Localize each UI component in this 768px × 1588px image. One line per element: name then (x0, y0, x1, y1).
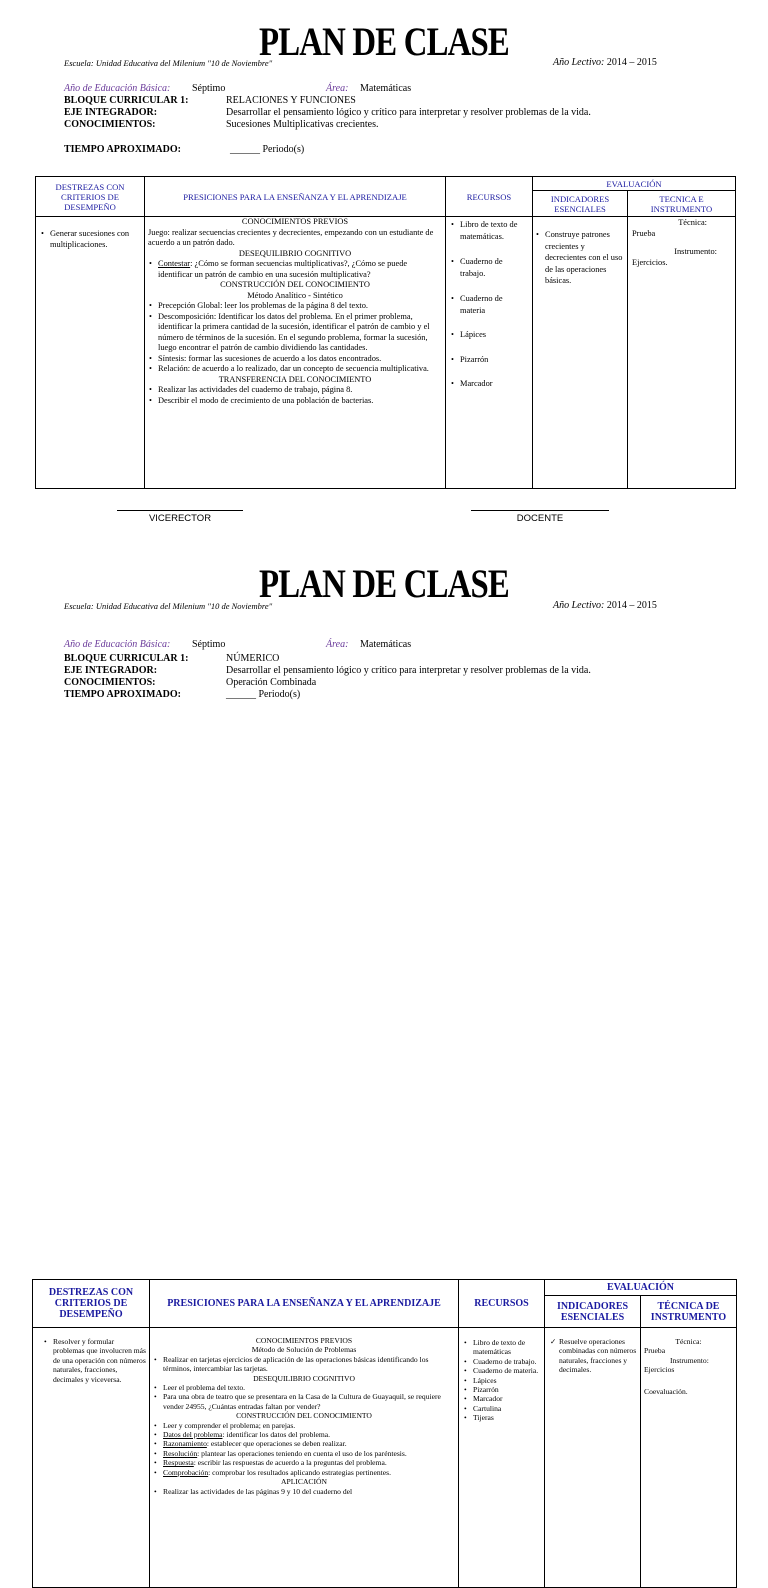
list-item (153, 1458, 455, 1467)
section-heading: CONSTRUCCIÓN DEL CONOCIMIENTO (236, 1411, 372, 1421)
tecnica-cell (628, 217, 736, 489)
plan-table (35, 176, 736, 489)
list-item: • Relación: de acuerdo a lo realizado, dar un concepto de secuencia multiplicativa. (148, 364, 442, 375)
underlined-label: Contestar (158, 259, 191, 268)
vicerrector-label: VICERECTOR (148, 513, 212, 524)
docente-signature (471, 510, 609, 524)
school-year-label: Año Lectivo: (553, 57, 605, 68)
list-item: • Leer el problema del texto. (153, 1383, 455, 1392)
list-item: • Descomposición: Identificar los datos del problema. En el primer problema, identificar la primera cantidad de la sucesión, identificar el patrón de cambio y el número de términos de la sucesión. En el segundo problema, formar la sucesión, luego encontrar el patrón de cambio dividiendo las cantidades. (148, 312, 442, 354)
knowledge-row (64, 119, 704, 131)
time-value: ______ Periodo(s) (226, 689, 301, 700)
list-item (153, 1430, 455, 1439)
header-tecnica: TECNICA E INSTRUMENTO (628, 191, 736, 217)
section-heading: CONSTRUCCIÓN DEL CONOCIMIENTO (220, 280, 370, 289)
knowledge-value: Operación Combinada (226, 677, 317, 688)
underlined-label: Razonamiento (163, 1439, 207, 1449)
vicerrector-signature (117, 510, 243, 524)
header-evaluacion: EVALUACIÓN (545, 1280, 737, 1296)
axis-value: Desarrollar el pensamiento lógico y crítico para interpretar y resolver problemas de la vida. (226, 665, 591, 676)
plan-title: PLAN DE CLASE (259, 19, 509, 64)
list-item: • Cuaderno de materia (450, 293, 529, 318)
plan-metadata (64, 639, 704, 701)
technique-label: Técnica: (678, 218, 708, 227)
list-item (153, 1468, 455, 1477)
list-item-text: : establecer que operaciones se deben realizar. (206, 1439, 347, 1449)
technique-value: Prueba (632, 229, 656, 239)
section-heading: CONOCIMIENTOS PREVIOS (255, 1336, 353, 1345)
list-item: • Pizarrón (450, 354, 529, 366)
axis-value: Desarrollar el pensamiento lógico y crítico para interpretar y resolver problemas de la vida. (226, 107, 591, 118)
coevaluation-value: Coevaluación. (644, 1386, 688, 1396)
plan-table (32, 1279, 737, 1588)
list-item: • Marcador (450, 378, 529, 390)
tecnica-cell (641, 1328, 737, 1588)
paragraph: Juego: realizar secuencias crecientes y decrecientes, empezando con un estudiante de acuerdo a un patrón dado. (148, 227, 434, 247)
list-item: • Para una obra de teatro que se presentara en la Casa de la Cultura de Guayaquil, se requiere vender 24955, ¿Cuántas entradas faltan por vender? (153, 1392, 455, 1411)
area-value: Matemáticas (360, 83, 412, 94)
section-heading: APLICACIÓN (281, 1477, 327, 1487)
section-subheading: Método de Solución de Problemas (251, 1345, 357, 1355)
list-item: • Cartulina (463, 1404, 542, 1413)
area-value: Matemáticas (360, 639, 412, 650)
section-heading: DESEQUILIBRIO COGNITIVO (253, 1373, 355, 1383)
indicadores-cell (545, 1328, 641, 1588)
destrezas-cell (33, 1328, 150, 1588)
header-indicadores: INDICADORES ESENCIALES (545, 1296, 641, 1328)
grade-row (64, 639, 704, 651)
list-item: • Libro de texto de matemáticas (463, 1338, 542, 1357)
grade-row (64, 83, 704, 95)
technique-label: Técnica: (675, 1337, 702, 1346)
recursos-cell (446, 217, 533, 489)
grade-value: Séptimo (192, 83, 226, 94)
header-tecnica: TÉCNICA DE INSTRUMENTO (641, 1296, 737, 1328)
list-item: • Realizar las actividades del cuaderno de trabajo, página 8. (148, 385, 442, 396)
grade-label: Año de Educación Básica: (64, 83, 171, 94)
precisiones-cell (150, 1328, 459, 1588)
time-label: TIEMPO APROXIMADO: (64, 144, 181, 155)
list-item: • Cuaderno de trabajo. (463, 1357, 542, 1366)
list-item: • Construye patrones crecientes y decrecientes con el uso de las operaciones básicas. (535, 229, 624, 287)
list-item-text: : identificar los datos del problema. (222, 1430, 331, 1440)
section-heading: CONOCIMIENTOS PREVIOS (241, 217, 349, 226)
header-indicadores: INDICADORES ESENCIALES (533, 191, 628, 217)
lesson-plan-2 (0, 560, 768, 1496)
axis-row (64, 665, 704, 677)
instrument-label: Instrumento: (670, 1355, 709, 1365)
signature-line (471, 510, 609, 511)
instrument-value: Ejercicios. (632, 258, 668, 268)
plan-metadata (64, 83, 704, 156)
list-item-text: : comprobar los resultados aplicando estrategias pertinentes. (208, 1467, 391, 1477)
list-item: • Describir el modo de crecimiento de una población de bacterias. (148, 396, 442, 407)
list-item: • Marcador (463, 1394, 542, 1403)
list-item: • Tijeras (463, 1413, 542, 1422)
block-label: BLOQUE CURRICULAR 1: (64, 653, 189, 664)
recursos-cell (459, 1328, 545, 1588)
school-name: Escuela: Unidad Educativa del Milenium "10 de Noviembre" (64, 58, 273, 68)
time-value: ______ Periodo(s) (230, 144, 305, 155)
underlined-label: Resolución (163, 1448, 198, 1458)
school-year-value: 2014 – 2015 (604, 57, 657, 68)
block-row (64, 653, 704, 665)
list-item (148, 259, 442, 280)
list-item: • Realizar en tarjetas ejercicios de aplicación de las operaciones básicas identificando los términos, intercambiar las tarjetas. (153, 1355, 455, 1374)
header-evaluacion: EVALUACIÓN (533, 177, 736, 191)
list-item-text: : escribir las respuestas de acuerdo a la preguntas del problema. (193, 1458, 387, 1468)
header-precisiones: PRESICIONES PARA LA ENSEÑANZA Y EL APRENDIZAJE (145, 177, 446, 217)
school-year-value: 2014 – 2015 (604, 600, 657, 611)
section-heading: TRANSFERENCIA DEL CONOCIMIENTO (218, 374, 372, 384)
list-item: • Cuaderno de materia. (463, 1366, 542, 1375)
time-label: TIEMPO APROXIMADO: (64, 689, 181, 700)
list-item (153, 1439, 455, 1448)
block-row (64, 95, 704, 107)
list-item: • Pizarrón (463, 1385, 542, 1394)
header-destrezas: DESTREZAS CON CRITERIOS DE DESEMPEÑO (36, 177, 145, 217)
precisiones-cell (145, 217, 446, 489)
list-item: • Resolver y formular problemas que involucren más de una operación con números naturales, fracciones, decimales y viceversa. (43, 1337, 146, 1384)
instrument-label: Instrumento: (674, 246, 718, 256)
knowledge-value: Sucesiones Multiplicativas crecientes. (226, 119, 379, 130)
list-item: • Lápices (463, 1376, 542, 1385)
block-value: RELACIONES Y FUNCIONES (226, 95, 356, 106)
docente-label: DOCENTE (516, 513, 564, 524)
list-item: • Libro de texto de matemáticas. (450, 219, 529, 244)
header-recursos: RECURSOS (459, 1280, 545, 1328)
underlined-label: Respuesta (163, 1458, 194, 1468)
axis-row (64, 107, 704, 119)
signature-line (117, 510, 243, 511)
block-label: BLOQUE CURRICULAR 1: (64, 95, 189, 106)
section-subheading: Método Analítico - Sintético (247, 290, 343, 300)
list-item: • Síntesis: formar las sucesiones de acuerdo a los datos encontrados. (148, 354, 442, 365)
area-label: Área: (326, 639, 349, 650)
list-item: • Leer y comprender el problema; en parejas. (153, 1421, 455, 1430)
knowledge-row (64, 677, 704, 689)
list-item: • Generar sucesiones con multiplicaciones. (40, 229, 141, 250)
block-value: NÚMERICO (226, 653, 280, 664)
axis-label: EJE INTEGRADOR: (64, 665, 158, 676)
header-precisiones: PRESICIONES PARA LA ENSEÑANZA Y EL APRENDIZAJE (150, 1280, 459, 1328)
header-recursos: RECURSOS (446, 177, 533, 217)
grade-value: Séptimo (192, 639, 226, 650)
underlined-label: Datos del problema (163, 1430, 223, 1440)
knowledge-label: CONOCIMIENTOS: (64, 677, 156, 688)
underlined-label: Comprobación (163, 1467, 209, 1477)
list-item: • Lápices (450, 329, 529, 341)
indicadores-cell (533, 217, 628, 489)
list-item: • Cuaderno de trabajo. (450, 256, 529, 281)
school-year (553, 600, 657, 611)
list-item: ✓ Resuelve operaciones combinadas con números naturales, fracciones y decimales. (549, 1337, 637, 1375)
time-row (64, 689, 704, 701)
instrument-value: Ejercicios (644, 1365, 675, 1375)
knowledge-label: CONOCIMIENTOS: (64, 119, 156, 130)
list-item-text: : plantear las operaciones teniendo en cuenta el uso de los paréntesis. (197, 1448, 407, 1458)
school-name: Escuela: Unidad Educativa del Milenium "10 de Noviembre" (64, 601, 273, 611)
grade-label: Año de Educación Básica: (64, 639, 171, 650)
school-year-label: Año Lectivo: (553, 600, 605, 611)
area-label: Área: (326, 83, 349, 94)
destrezas-cell (36, 217, 145, 489)
header-destrezas: DESTREZAS CON CRITERIOS DE DESEMPEÑO (33, 1280, 150, 1328)
list-item: • Realizar las actividades de las páginas 9 y 10 del cuaderno del (153, 1487, 455, 1496)
technique-value: Prueba (644, 1346, 666, 1356)
list-item-text: : ¿Cómo se forman secuencias multiplicativas?, ¿Cómo se puede identificar un patrón de cambio en una sucesión multiplicativa? (158, 259, 408, 279)
school-year (553, 57, 657, 68)
time-row (64, 144, 704, 156)
lesson-plan-1 (0, 0, 768, 540)
list-item: • Precepción Global: leer los problemas de la página 8 del texto. (148, 301, 442, 312)
plan-title: PLAN DE CLASE (259, 561, 509, 606)
axis-label: EJE INTEGRADOR: (64, 107, 158, 118)
list-item (153, 1449, 455, 1458)
section-heading: DESEQUILIBRIO COGNITIVO (238, 248, 352, 258)
